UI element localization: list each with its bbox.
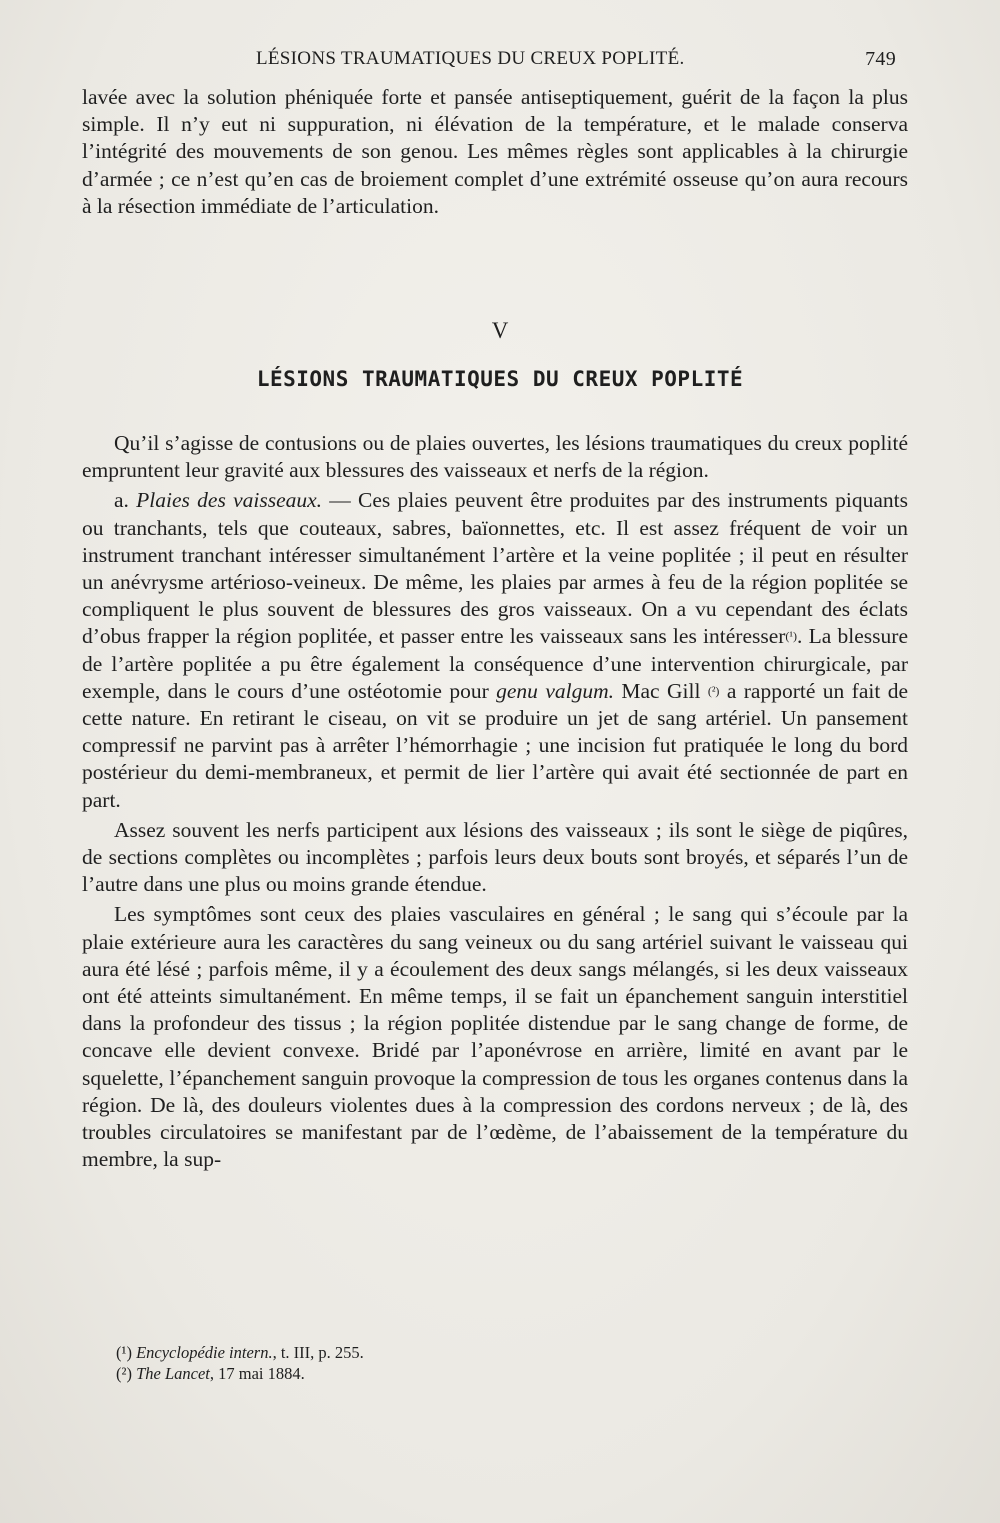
paragraph-intro: Qu’il s’agisse de contusions ou de plaies ouvertes, les lésions traumatiques du creux poplité empruntent leur gravité aux blessures des vaisseaux et nerfs de la région. <box>82 431 908 483</box>
paragraph-text: . La blessure de l’artère poplitée a pu être également la conséquence d’une intervention chirurgicale, par exemple, dans le cours d’une ostéotomie pour <box>82 624 908 703</box>
paragraph-text: — Ces plaies peuvent être produites par des instruments piquants ou tranchants, tels que couteaux, sabres, baïonnettes, etc. Il est assez fréquent de voir un instrument tranchant intéresser simultanément l’artère et la veine poplitée ; il peut en résulter un anévrysme artérioso-veineux. De même, les plaies par armes à feu de la région poplitée se compliquent le plus souvent de blessures des gros vaisseaux. On a vu cependant des éclats d’obus frapper la région poplitée, et passer entre les vaisseaux sans les intéresser <box>82 488 908 649</box>
footnote-2 <box>116 1363 716 1384</box>
subsection-letter: a. <box>114 488 129 513</box>
paragraph-text: a rapporté un fait de cette nature. En retirant le ciseau, on vit se produire un jet de sang artériel. Un pansement compressif ne parvint pas à arrêter l’hémorrhagie ; une incision fut pratiquée le long du bord postérieur du demi-membraneux, et permit de lier l’artère qui avait été sectionnée de part en part. <box>82 678 908 812</box>
running-title: LÉSIONS TRAUMATIQUES DU CREUX POPLITÉ. <box>256 48 685 69</box>
section-number: V <box>491 318 509 343</box>
footnote-source: Encyclopédie intern. <box>136 1343 273 1362</box>
footnote-ref-2: (²) <box>707 683 720 698</box>
section-body <box>82 430 908 1173</box>
page-number: 749 <box>865 48 896 70</box>
paragraph-plaies-vaisseaux <box>82 487 908 813</box>
footnotes <box>116 1342 716 1384</box>
footnote-ref-1: (¹) <box>785 629 798 644</box>
section-title: LÉSIONS TRAUMATIQUES DU CREUX POPLITÉ <box>256 367 744 391</box>
footnote-mark: (²) <box>116 1364 132 1383</box>
italic-term: genu valgum. <box>496 678 614 703</box>
paragraph-nerfs: Assez souvent les nerfs participent aux lésions des vaisseaux ; ils sont le siège de piqûres, de sections complètes ou incomplètes ; parfois leurs deux bouts sont broyés, et séparés l’un de l’autre dans une plus ou moins grande étendue. <box>82 817 908 897</box>
footnote-source: The Lancet <box>136 1364 210 1383</box>
running-header <box>88 48 898 72</box>
continued-paragraph: lavée avec la solution phéniquée forte et pansée antiseptiquement, guérit de la façon la plus simple. Il n’y eut ni suppuration, ni élévation de la température, et le malade conserva l’intégrité des mouvements de son genou. Les mêmes règles sont applicables à la chirurgie d’armée ; ce n’est qu’en cas de broiement complet d’une extrémité osseuse qu’on aura recours à la résection immédiate de l’articulation. <box>82 85 908 218</box>
footnote-rest: , t. III, p. 255. <box>272 1343 364 1362</box>
continued-paragraph-block <box>82 84 908 220</box>
paragraph-text: Mac Gill <box>614 678 701 703</box>
footnote-mark: (¹) <box>116 1343 132 1362</box>
footnote-1 <box>116 1342 716 1363</box>
subsection-heading: Plaies des vaisseaux. <box>136 488 323 513</box>
paragraph-symptomes: Les symptômes sont ceux des plaies vasculaires en général ; le sang qui s’écoule par la plaie extérieure aura les caractères du sang veineux ou du sang artériel suivant le vaisseau qui aura été lésé ; parfois même, il y a écoulement des deux sangs mélangés, si les deux vaisseaux ont été atteints simultanément. En même temps, il se fait un épanchement sanguin interstitiel dans la profondeur des tissus ; la région poplitée distendue par le sang change de forme, de concave elle devient convexe. Bridé par l’aponévrose en arrière, limité en avant par le squelette, l’épanchement sanguin provoque la compression de tous les organes contenus dans la région. De là, des douleurs violentes dues à la compression des cordons nerveux ; de là, des troubles circulatoires se manifestant par de l’œdème, de l’abaissement de la température du membre, la sup- <box>82 902 908 1172</box>
footnote-rest: , 17 mai 1884. <box>209 1364 305 1383</box>
